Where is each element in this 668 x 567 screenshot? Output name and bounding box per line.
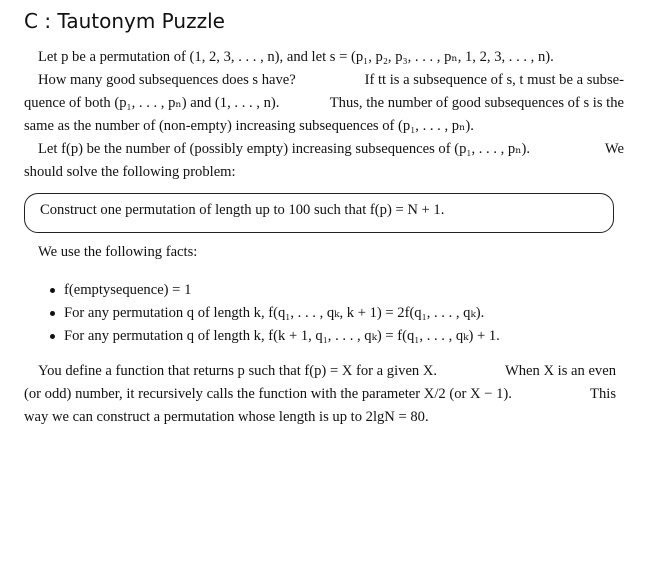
para2-line1-seg2: If tt is a subsequence of s, t must be a subse- — [364, 72, 624, 88]
fact-item — [50, 325, 500, 348]
fact-text: f(emptysequence) = 1 — [64, 282, 192, 298]
para4-line2-seg1: (or odd) number, it recursively calls the function with the parameter X/2 (or X − 1). — [24, 386, 512, 402]
bullet-icon — [50, 288, 55, 293]
para3-line2-text: should solve the following problem: — [24, 164, 236, 180]
para2-line3 — [24, 115, 624, 138]
para4-line3 — [24, 406, 616, 429]
para2-line2-seg1: quence of both (p₁, . . . , pₙ) and (1, . . . , n). — [24, 95, 280, 111]
para3-line1-seg1: Let f(p) be the number of (possibly empty) increasing subsequences of (p₁, . . . , pₙ). — [38, 141, 531, 157]
page-title: C : Tautonym Puzzle — [24, 9, 225, 33]
fact-item — [50, 302, 500, 325]
bullet-icon — [50, 311, 55, 316]
fact-text: For any permutation q of length k, f(k + 1, q₁, . . . , qₖ) = f(q₁, . . . , qₖ) + 1. — [64, 328, 500, 344]
facts-list — [50, 279, 500, 348]
para4-line2-seg2: This — [590, 386, 616, 402]
para1-line1 — [24, 46, 624, 69]
para4-line1-seg2: When X is an even — [504, 363, 616, 379]
facts-heading: We use the following facts: — [38, 244, 198, 260]
para4-line2 — [24, 383, 616, 406]
para3-line1 — [24, 138, 624, 161]
para3-line2 — [24, 161, 624, 184]
intro-paragraphs — [24, 46, 624, 184]
fact-text: For any permutation q of length k, f(q₁, . . . , qₖ, k + 1) = 2f(q₁, . . . , qₖ). — [64, 305, 485, 321]
para2-line3-text: same as the number of (non-empty) increasing subsequences of (p₁, . . . , pₙ). — [24, 118, 474, 134]
para4-line1 — [24, 360, 616, 383]
para2-line2 — [24, 92, 624, 115]
bullet-icon — [50, 334, 55, 339]
para1-text: Let p be a permutation of (1, 2, 3, . . . , n), and let s = (p₁, p₂, p₃, . . . , pₙ, 1, 2, 3, . . . , n). — [38, 49, 554, 65]
problem-statement: Construct one permutation of length up to 100 such that f(p) = N + 1. — [40, 202, 445, 218]
para2-line1 — [24, 69, 624, 92]
fact-item — [50, 279, 500, 302]
para2-line1-seg1: How many good subsequences does s have? — [38, 72, 296, 88]
para3-line1-seg2: We — [604, 141, 624, 157]
para2-line2-seg2: Thus, the number of good subsequences of s is the — [329, 95, 624, 111]
para4-line3-text: way we can construct a permutation whose length is up to 2lgN = 80. — [24, 409, 429, 425]
conclusion-paragraph — [24, 360, 616, 429]
para4-line1-seg1: You define a function that returns p such that f(p) = X for a given X. — [38, 363, 438, 379]
